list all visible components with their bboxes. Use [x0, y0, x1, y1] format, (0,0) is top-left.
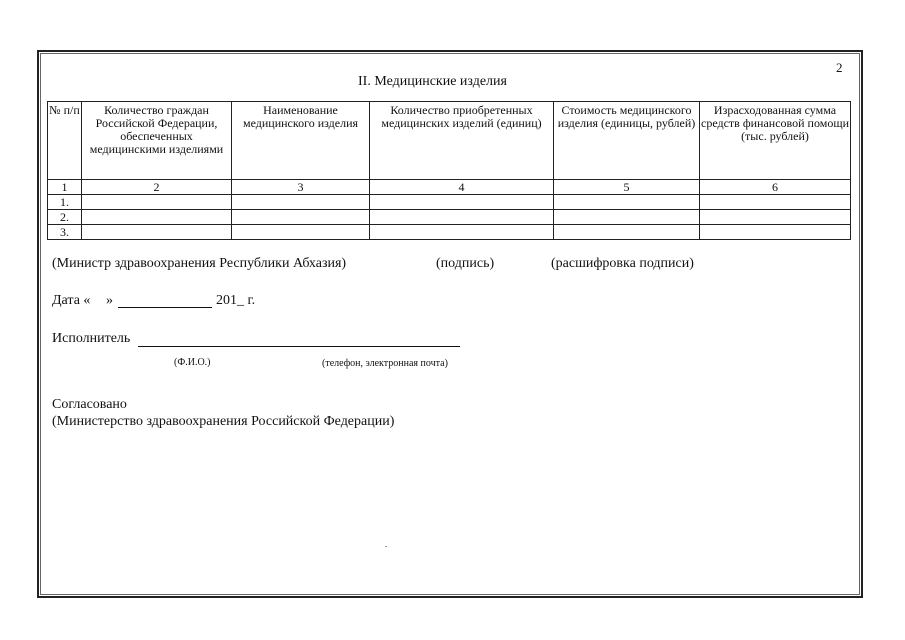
date-close-quote: »: [106, 293, 113, 308]
medical-devices-table: [47, 101, 851, 240]
page-number: 2: [836, 60, 843, 75]
table-cell[interactable]: [554, 210, 700, 225]
column-number: 5: [554, 180, 700, 195]
table-cell[interactable]: [82, 210, 232, 225]
section-title: II. Медицинские изделия: [358, 74, 507, 89]
official-title: (Министр здравоохранения Республики Абхазия): [52, 256, 347, 271]
table-row: [48, 195, 851, 210]
table-cell[interactable]: [370, 210, 554, 225]
table-cell[interactable]: [700, 195, 851, 210]
table-cell[interactable]: [232, 225, 370, 240]
table-cell[interactable]: [700, 225, 851, 240]
table-cell[interactable]: [554, 225, 700, 240]
header-cell-devices-purchased: Количество приобретенных медицинских изделий (единиц): [370, 102, 554, 180]
table-cell[interactable]: [82, 225, 232, 240]
header-cell-device-cost: Стоимость медицинского изделия (единицы, рублей): [554, 102, 700, 180]
table-cell[interactable]: [700, 210, 851, 225]
date-month-field[interactable]: [118, 307, 212, 308]
fio-caption: (Ф.И.О.): [174, 357, 211, 368]
table-cell[interactable]: [554, 195, 700, 210]
column-number: 3: [232, 180, 370, 195]
table-row: [48, 225, 851, 240]
header-cell-device-name: Наименование медицинского изделия: [232, 102, 370, 180]
header-cell-amount-spent: Израсходованная сумма средств финансовой помощи (тыс. рублей): [700, 102, 851, 180]
approval-label: Согласовано: [52, 397, 127, 412]
scan-speck: [385, 546, 387, 547]
table-cell[interactable]: [232, 210, 370, 225]
column-number: 6: [700, 180, 851, 195]
signature-label: (подпись): [436, 256, 495, 271]
table-row: [48, 210, 851, 225]
row-index: 1.: [48, 195, 82, 210]
table-cell[interactable]: [232, 195, 370, 210]
column-number: 2: [82, 180, 232, 195]
executor-field[interactable]: [138, 346, 460, 347]
column-number: 4: [370, 180, 554, 195]
column-number: 1: [48, 180, 82, 195]
contact-caption: (телефон, электронная почта): [322, 358, 448, 369]
row-index: 2.: [48, 210, 82, 225]
table-cell[interactable]: [370, 225, 554, 240]
date-year: 201_ г.: [216, 293, 256, 308]
signature-decode-label: (расшифровка подписи): [551, 256, 694, 271]
table-cell[interactable]: [82, 195, 232, 210]
column-number-row: [48, 180, 851, 195]
header-cell-citizens-count: Количество граждан Российской Федерации, обеспеченных медицинскими изделиями: [82, 102, 232, 180]
header-cell-number: № п/п: [48, 102, 82, 180]
table-cell[interactable]: [370, 195, 554, 210]
table-header-row: [48, 102, 851, 180]
approval-ministry: (Министерство здравоохранения Российской Федерации): [52, 414, 395, 429]
date-label: Дата «: [52, 293, 91, 308]
row-index: 3.: [48, 225, 82, 240]
executor-label: Исполнитель: [52, 331, 131, 346]
